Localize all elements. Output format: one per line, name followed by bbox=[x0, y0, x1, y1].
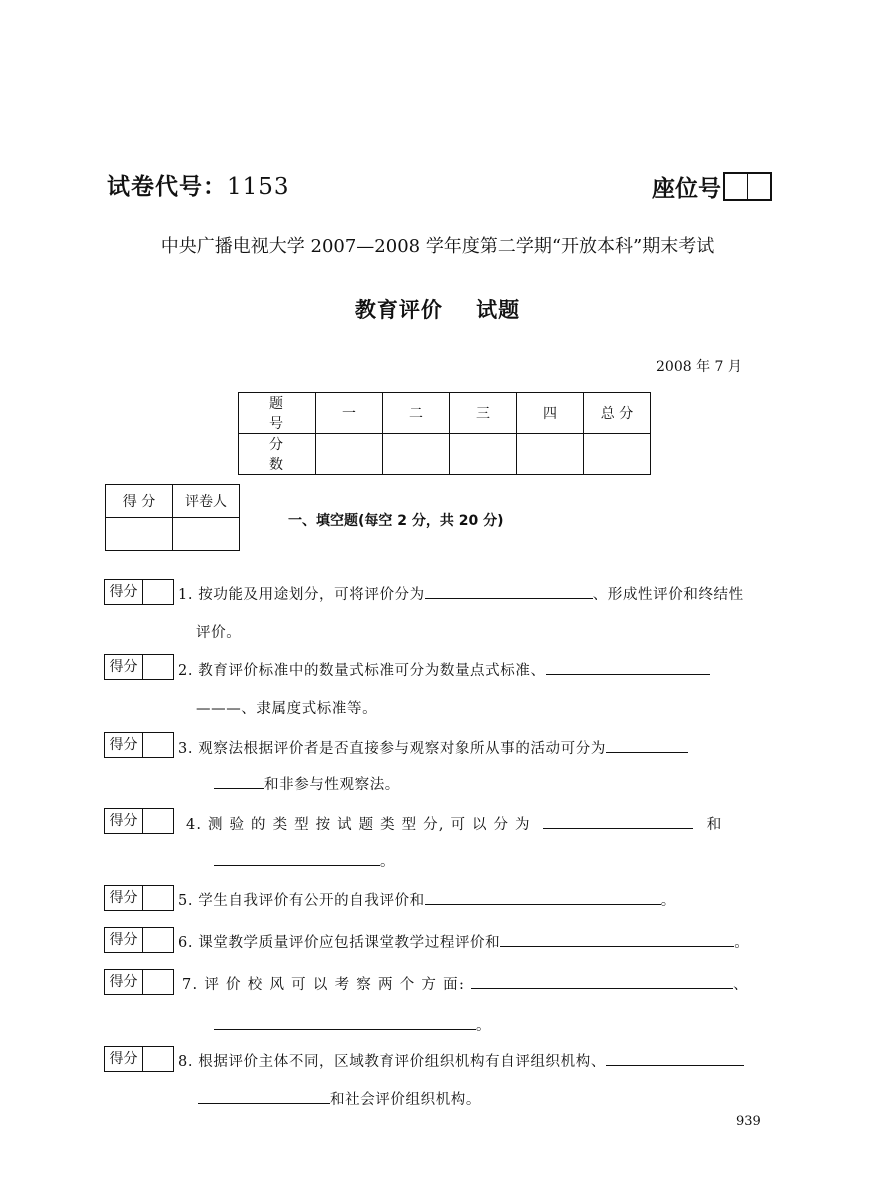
score-cell[interactable] bbox=[584, 434, 651, 475]
question-3-continued bbox=[214, 773, 400, 794]
page-number: 939 bbox=[736, 1114, 761, 1129]
question-text: 7. 评 价 校 风 可 以 考 察 两 个 方 面: bbox=[182, 977, 466, 993]
question-8-continued bbox=[198, 1088, 481, 1109]
paper-code bbox=[107, 168, 290, 201]
score-box-label: 得分 bbox=[105, 733, 143, 757]
question-text: 和 bbox=[706, 817, 723, 833]
answer-blank[interactable] bbox=[425, 890, 661, 905]
score-table-header-row bbox=[239, 393, 651, 434]
score-table-header: 三 bbox=[450, 393, 517, 434]
question-text: 5. 学生自我评价有公开的自我评价和 bbox=[178, 893, 425, 909]
score-box-label: 得分 bbox=[105, 580, 143, 604]
paper-code-label: 试卷代号： bbox=[107, 174, 227, 200]
paper-code-value: 1153 bbox=[227, 174, 290, 200]
question-text: 3. 观察法根据评价者是否直接参与观察对象所从事的活动可分为 bbox=[178, 741, 606, 757]
question-text: 、形成性评价和终结性 bbox=[592, 587, 744, 603]
score-cell[interactable] bbox=[383, 434, 450, 475]
answer-blank[interactable] bbox=[606, 738, 688, 753]
score-cell[interactable] bbox=[316, 434, 383, 475]
answer-blank[interactable] bbox=[214, 1015, 476, 1030]
answer-blank[interactable] bbox=[606, 1051, 744, 1066]
question-text: 6. 课堂教学质量评价应包括课堂教学过程评价和 bbox=[178, 935, 501, 951]
answer-blank[interactable] bbox=[198, 1089, 330, 1104]
question-score-box[interactable] bbox=[104, 969, 174, 995]
question-1 bbox=[178, 583, 744, 604]
answer-blank[interactable] bbox=[214, 774, 264, 789]
question-text: 、 bbox=[733, 977, 749, 993]
seat-number-box[interactable] bbox=[723, 172, 772, 201]
answer-blank[interactable] bbox=[543, 814, 693, 829]
score-cell[interactable] bbox=[517, 434, 584, 475]
score-box-label: 得分 bbox=[105, 886, 143, 910]
question-score-box[interactable] bbox=[104, 808, 174, 834]
score-box-label: 得分 bbox=[105, 928, 143, 952]
question-score-box[interactable] bbox=[104, 927, 174, 953]
question-text: 8. 根据评价主体不同，区域教育评价组织机构有自评组织机构、 bbox=[178, 1054, 606, 1070]
score-table-score-row bbox=[239, 434, 651, 475]
section-title: 一、填空题(每空 2 分，共 20 分) bbox=[288, 513, 504, 529]
score-table bbox=[238, 392, 651, 475]
grader-score-cell[interactable] bbox=[106, 518, 173, 551]
seat-number bbox=[652, 170, 772, 203]
subject-title: 教育评价 试题 bbox=[354, 298, 521, 322]
question-text: 和社会评价组织机构。 bbox=[330, 1092, 481, 1108]
score-cell[interactable] bbox=[450, 434, 517, 475]
score-box-label: 得分 bbox=[105, 655, 143, 679]
question-7 bbox=[182, 973, 749, 994]
answer-blank[interactable] bbox=[425, 584, 593, 599]
question-text: 。 bbox=[380, 854, 396, 870]
question-5 bbox=[178, 889, 676, 910]
question-3 bbox=[178, 737, 688, 758]
seat-number-label: 座位号 bbox=[652, 176, 721, 202]
question-2 bbox=[178, 659, 710, 680]
score-table-header: 二 bbox=[383, 393, 450, 434]
answer-blank[interactable] bbox=[500, 932, 734, 947]
question-score-box[interactable] bbox=[104, 579, 174, 605]
question-text: 。 bbox=[660, 893, 676, 909]
score-table-header: 四 bbox=[517, 393, 584, 434]
grader-score-label: 得 分 bbox=[106, 485, 173, 518]
score-table-header: 总 分 bbox=[584, 393, 651, 434]
exam-title: 中央广播电视大学 2007—2008 学年度第二学期“开放本科”期末考试 bbox=[160, 236, 715, 257]
grader-name-cell[interactable] bbox=[173, 518, 240, 551]
score-table-header: 一 bbox=[316, 393, 383, 434]
question-1-continued: 评价。 bbox=[196, 625, 242, 641]
question-score-box[interactable] bbox=[104, 1046, 174, 1072]
question-score-box[interactable] bbox=[104, 885, 174, 911]
question-4-continued bbox=[214, 850, 395, 871]
score-box-label: 得分 bbox=[105, 970, 143, 994]
question-8 bbox=[178, 1050, 744, 1071]
answer-blank[interactable] bbox=[546, 660, 710, 675]
question-score-box[interactable] bbox=[104, 654, 174, 680]
score-table-row-label: 分 数 bbox=[239, 434, 316, 475]
question-text: 。 bbox=[476, 1018, 492, 1034]
question-text: 1. 按功能及用途划分，可将评价分为 bbox=[178, 587, 425, 603]
grader-table bbox=[105, 484, 240, 551]
score-box-label: 得分 bbox=[105, 809, 143, 833]
question-6 bbox=[178, 931, 749, 952]
question-text: 2. 教育评价标准中的数量式标准可分为数量点式标准、 bbox=[178, 663, 546, 679]
question-text: 。 bbox=[734, 935, 750, 951]
score-box-label: 得分 bbox=[105, 1047, 143, 1071]
answer-blank[interactable] bbox=[214, 851, 380, 866]
question-score-box[interactable] bbox=[104, 732, 174, 758]
score-table-header: 题 号 bbox=[239, 393, 316, 434]
question-4 bbox=[186, 813, 722, 834]
question-7-continued bbox=[214, 1014, 491, 1035]
exam-date: 2008 年 7 月 bbox=[656, 359, 742, 375]
question-text: 和非参与性观察法。 bbox=[264, 777, 400, 793]
question-text: 4. 测 验 的 类 型 按 试 题 类 型 分, 可 以 分 为 bbox=[186, 817, 531, 833]
grader-name-label: 评卷人 bbox=[173, 485, 240, 518]
answer-blank[interactable] bbox=[471, 974, 733, 989]
question-2-continued: ———、隶属度式标准等。 bbox=[196, 701, 378, 717]
